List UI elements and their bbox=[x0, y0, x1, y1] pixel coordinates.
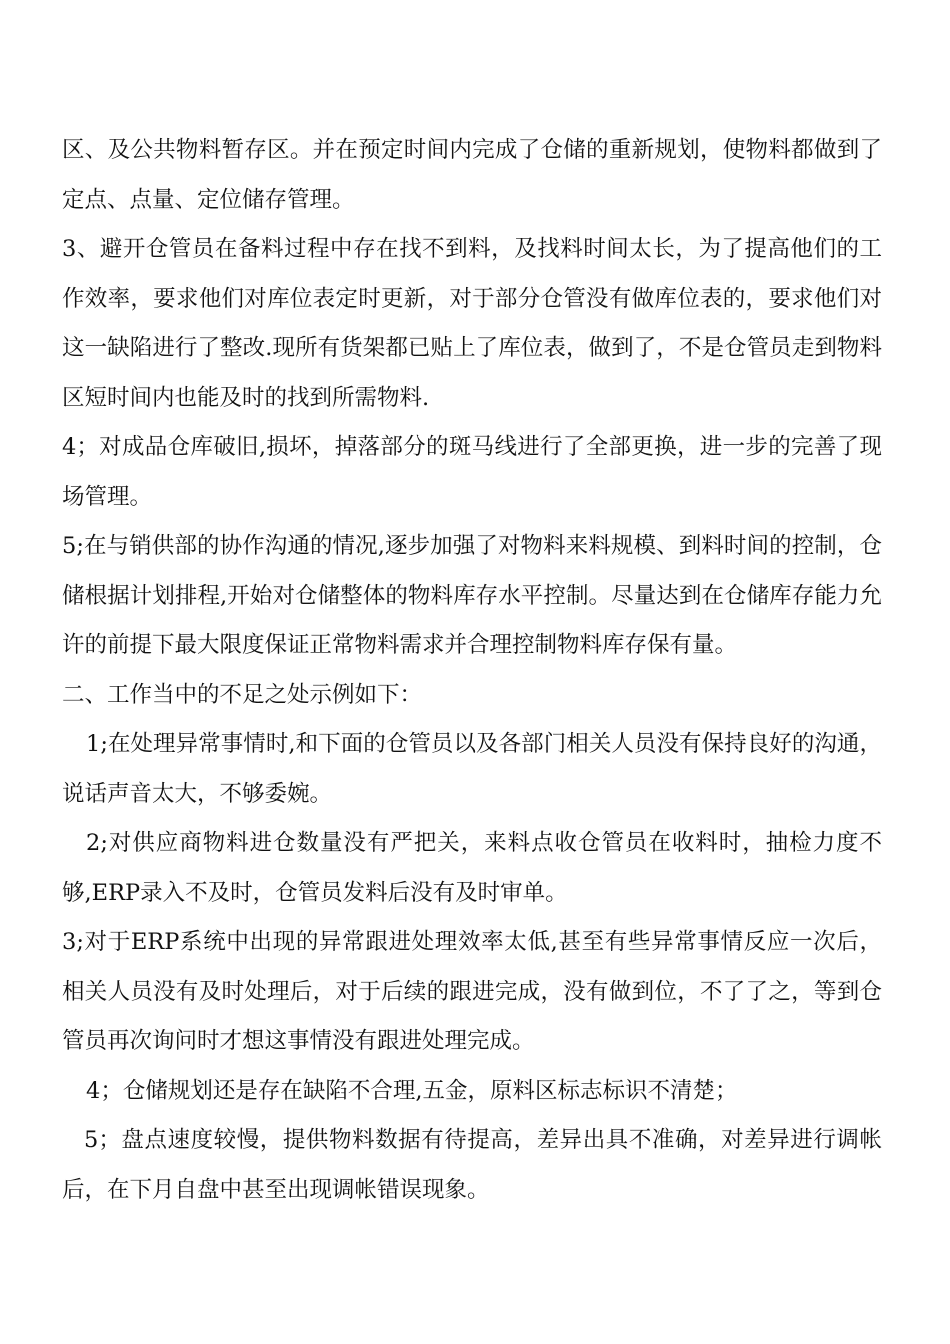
paragraph-item-4: 4；对成品仓库破旧,损坏，掉落部分的斑马线进行了全部更换，进一步的完善了现场管理。 bbox=[62, 434, 882, 510]
paragraph-storage-planning: 区、及公共物料暂存区。并在预定时间内完成了仓储的重新规划，使物料都做到了定点、点量、定位储存管理。 bbox=[62, 137, 882, 213]
document-body bbox=[62, 126, 882, 1215]
shortcoming-item-5: 5；盘点速度较慢，提供物料数据有待提高，差异出具不准确，对差异进行调帐后，在下月自盘中甚至出现调帐错误现象。 bbox=[62, 1127, 882, 1203]
shortcoming-item-3: 3;对于ERP系统中出现的异常跟进处理效率太低,甚至有些异常事情反应一次后，相关人员没有及时处理后，对于后续的跟进完成，没有做到位，不了了之，等到仓管员再次询问时才想这事情没有跟进处理完成。 bbox=[62, 929, 882, 1054]
shortcoming-item-1: 1;在处理异常事情时,和下面的仓管员以及各部门相关人员没有保持良好的沟通，说话声音太大，不够委婉。 bbox=[62, 731, 882, 807]
paragraph-item-3: 3、避开仓管员在备料过程中存在找不到料，及找料时间太长，为了提高他们的工作效率，要求他们对库位表定时更新，对于部分仓管没有做库位表的，要求他们对这一缺陷进行了整改.现所有货架都已贴上了库位表，做到了，不是仓管员走到物料区短时间内也能及时的找到所需物料. bbox=[62, 236, 882, 411]
shortcoming-item-2: 2;对供应商物料进仓数量没有严把关，来料点收仓管员在收料时，抽检力度不够,ERP录入不及时，仓管员发料后没有及时审单。 bbox=[62, 830, 882, 906]
paragraph-item-5: 5;在与销供部的协作沟通的情况,逐步加强了对物料来料规模、到料时间的控制，仓储根据计划排程,开始对仓储整体的物料库存水平控制。尽量达到在仓储库存能力允许的前提下最大限度保证正常物料需求并合理控制物料库存保有量。 bbox=[62, 533, 882, 658]
section-heading-shortcomings: 二、工作当中的不足之处示例如下： bbox=[62, 681, 423, 708]
shortcoming-item-4: 4；仓储规划还是存在缺陷不合理,五金，原料区标志标识不清楚； bbox=[86, 1077, 738, 1104]
